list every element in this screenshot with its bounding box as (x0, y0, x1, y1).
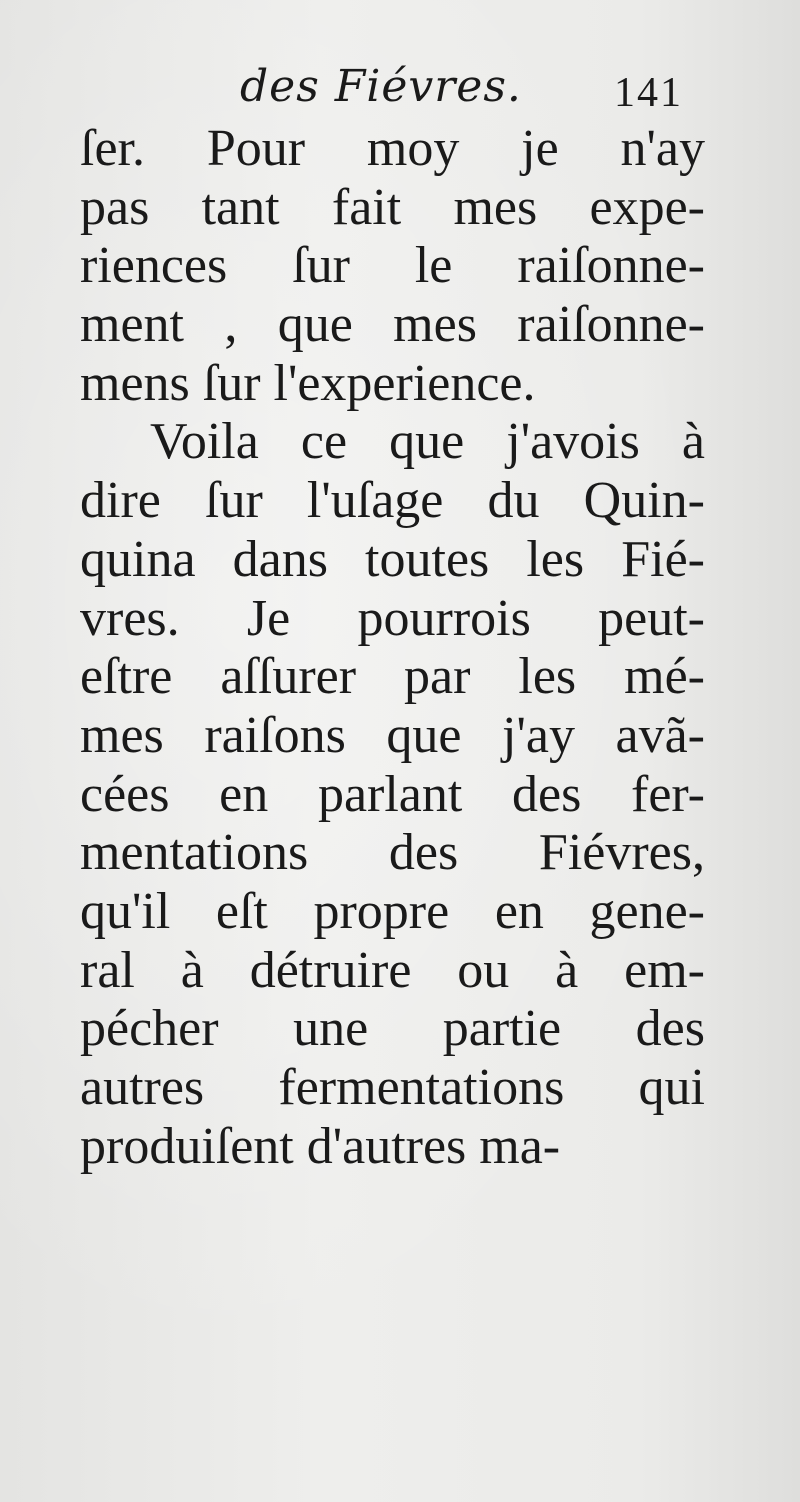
text-line: pécher une partie des (80, 1000, 705, 1058)
text-line: ſer. Pour moy je n'ay (80, 120, 705, 177)
text-line: riences ſur le raiſonne- (80, 237, 705, 295)
running-head (0, 61, 800, 116)
text-line: ment , que mes raiſonne- (80, 296, 705, 354)
body-text (80, 120, 705, 1176)
text-line: qu'il eſt propre en gene- (80, 882, 705, 940)
text-line: autres fermentations qui (80, 1059, 705, 1116)
text-line: cées en parlant des fer- (80, 765, 705, 823)
text-line: pas tant fait mes expe- (80, 178, 705, 236)
text-line: vres. Je pourrois peut- (80, 589, 705, 647)
text-line: mens ſur l'experience. (80, 354, 536, 412)
running-title: des Fiévres. (240, 61, 522, 112)
text-line: dire ſur l'uſage du Quin- (80, 472, 705, 530)
paragraph-start-line: Voila ce que j'avois à (150, 413, 705, 471)
text-line: produiſent d'autres ma- (80, 1117, 561, 1175)
text-line: eſtre aſſurer par les mé- (80, 648, 705, 706)
text-line: ral à détruire ou à em- (80, 941, 705, 999)
text-line: mes raiſons que j'ay avã- (80, 706, 705, 764)
text-line: mentations des Fiévres, (80, 824, 705, 882)
page-number: 141 (614, 70, 683, 116)
text-line: quina dans toutes les Fié- (80, 530, 705, 588)
